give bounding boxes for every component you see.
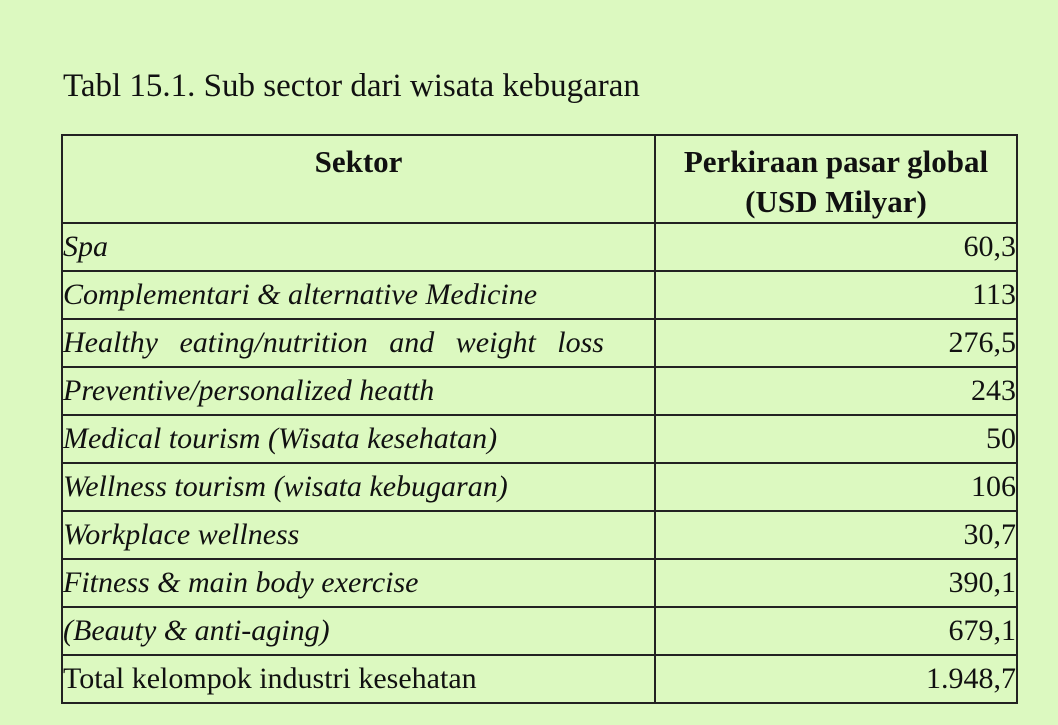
header-market-estimate-line2: (USD Milyar) xyxy=(745,184,927,219)
value-cell: 106 xyxy=(655,463,1017,511)
value-cell: 113 xyxy=(655,271,1017,319)
value-cell: 60,3 xyxy=(655,223,1017,271)
sector-cell: (Beauty & anti-aging) xyxy=(62,607,655,655)
sector-cell: Preventive/personalized heatth xyxy=(62,367,655,415)
table-total-row xyxy=(62,655,1017,703)
header-sector: Sektor xyxy=(62,135,655,223)
value-cell: 30,7 xyxy=(655,511,1017,559)
total-label-cell: Total kelompok industri kesehatan xyxy=(62,655,655,703)
value-cell: 390,1 xyxy=(655,559,1017,607)
wellness-sector-table xyxy=(61,134,1018,704)
table-caption: Tabl 15.1. Sub sector dari wisata kebugaran xyxy=(63,68,640,104)
table-row xyxy=(62,511,1017,559)
total-value-cell: 1.948,7 xyxy=(655,655,1017,703)
table-header-row xyxy=(62,135,1017,223)
value-cell: 243 xyxy=(655,367,1017,415)
table-row xyxy=(62,367,1017,415)
sector-cell: Fitness & main body exercise xyxy=(62,559,655,607)
table-row xyxy=(62,463,1017,511)
table-row xyxy=(62,415,1017,463)
value-cell: 679,1 xyxy=(655,607,1017,655)
table-row xyxy=(62,559,1017,607)
table-row xyxy=(62,271,1017,319)
sector-cell: Wellness tourism (wisata kebugaran) xyxy=(62,463,655,511)
header-market-estimate-line1: Perkiraan pasar global xyxy=(683,144,989,179)
sector-cell: Workplace wellness xyxy=(62,511,655,559)
table-row xyxy=(62,607,1017,655)
value-cell: 276,5 xyxy=(655,319,1017,367)
sector-cell: Spa xyxy=(62,223,655,271)
sector-cell: Complementari & alternative Medicine xyxy=(62,271,655,319)
sector-cell: Healthy eating/nutrition and weight loss xyxy=(62,319,655,367)
sector-cell: Medical tourism (Wisata kesehatan) xyxy=(62,415,655,463)
header-market-estimate xyxy=(655,135,1017,223)
table-row xyxy=(62,223,1017,271)
value-cell: 50 xyxy=(655,415,1017,463)
table-row xyxy=(62,319,1017,367)
